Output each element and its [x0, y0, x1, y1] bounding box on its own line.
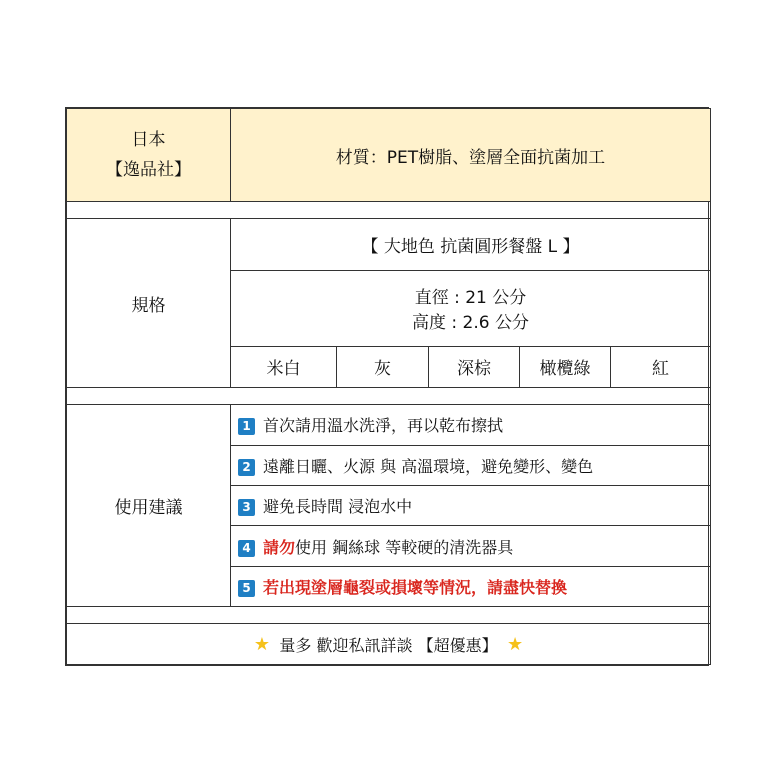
product-info-table: [65, 107, 709, 666]
spec-label: 規格: [67, 219, 231, 388]
color-option: 深棕: [429, 346, 520, 387]
tip-text: 使用 鋼絲球 等較硬的清洗器具: [295, 537, 514, 557]
color-option: 橄欖綠: [520, 346, 611, 387]
origin-country: 日本: [131, 130, 166, 150]
usage-tip: [231, 526, 711, 566]
number-badge: 3: [238, 499, 255, 516]
diameter: 直徑 : 21 公分: [414, 288, 527, 309]
usage-tip: [231, 566, 711, 606]
footer-text: 量多 歡迎私訊詳談 【超優惠】: [279, 635, 498, 655]
brand-name: 【逸品社】: [106, 160, 191, 180]
usage-tip: [231, 405, 711, 445]
star-icon: ★: [253, 633, 270, 655]
footer-cell: [67, 624, 711, 665]
origin-cell: [67, 109, 231, 202]
product-name: 【 大地色 抗菌圓形餐盤 L 】: [231, 219, 711, 271]
color-option: 灰: [337, 346, 429, 387]
tip-text: 遠離日曬、火源 與 高溫環境，避免變形、變色: [263, 456, 594, 476]
usage-label: 使用建議: [67, 405, 231, 607]
number-badge: 2: [238, 459, 255, 476]
usage-tip: [231, 485, 711, 525]
material-cell: 材質：PET樹脂、塗層全面抗菌加工: [231, 109, 711, 202]
separator: [67, 607, 711, 624]
dimensions-cell: [231, 270, 711, 346]
color-option: 紅: [611, 346, 711, 387]
number-badge: 5: [238, 580, 255, 597]
color-option: 米白: [231, 346, 337, 387]
star-icon: ★: [507, 633, 524, 655]
number-badge: 4: [238, 540, 255, 557]
warning-prefix: 請勿: [263, 537, 296, 557]
separator: [67, 202, 711, 219]
tip-text-warning: 若出現塗層龜裂或損壞等情況，請盡快替換: [263, 578, 568, 598]
number-badge: 1: [238, 418, 255, 435]
usage-tip: [231, 445, 711, 485]
separator: [67, 387, 711, 404]
height: 高度 : 2.6 公分: [412, 313, 529, 334]
tip-text: 避免長時間 浸泡水中: [263, 497, 413, 517]
tip-text: 首次請用溫水洗淨，再以乾布擦拭: [263, 416, 504, 436]
